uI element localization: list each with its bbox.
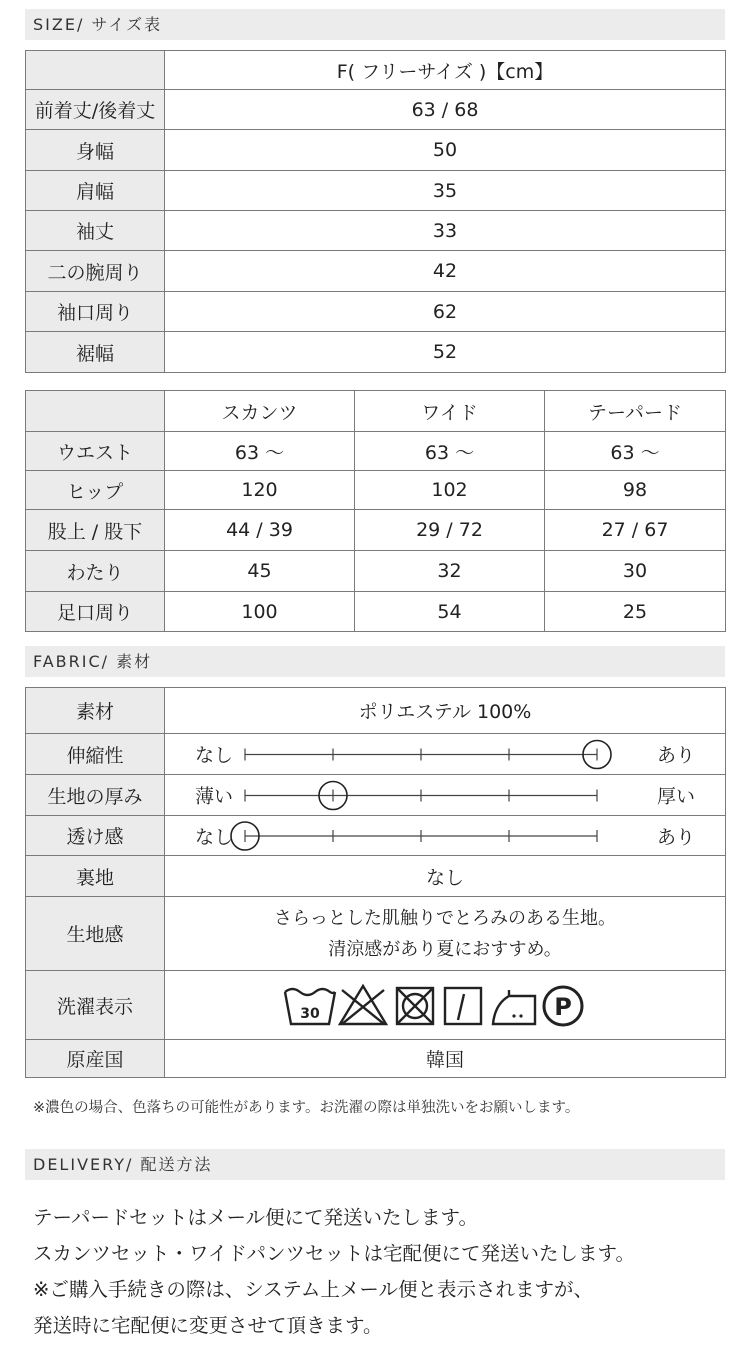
size-row-value: 62 — [165, 292, 726, 332]
sheerness-label: 透け感 — [26, 816, 165, 856]
care-label: 洗濯表示 — [26, 971, 165, 1040]
size-row-value: 52 — [165, 332, 726, 373]
size-row-label: 二の腕周り — [26, 251, 165, 292]
size-row-label: 袖口周り — [26, 292, 165, 332]
line-dry-icon — [445, 988, 481, 1024]
texture-label: 生地感 — [26, 897, 165, 971]
pants-row-label: 足口周り — [26, 592, 165, 632]
scale-left-text: 薄い — [195, 785, 234, 808]
scale-left-text: なし — [195, 826, 234, 848]
scale-right-text: あり — [656, 826, 695, 848]
iron-dot-icon — [512, 1014, 515, 1017]
thickness-scale — [165, 775, 726, 816]
dry-clean-letter: P — [554, 993, 572, 1021]
delivery-line: テーパードセットはメール便にて発送いたします。 — [33, 1206, 478, 1229]
size-row-value: 42 — [165, 251, 726, 292]
pants-cell: 63 〜 — [165, 432, 355, 471]
color-fade-note: ※濃色の場合、色落ちの可能性があります。お洗濯の際は単独洗いをお願いします。 — [33, 1100, 580, 1116]
pants-size-table — [25, 390, 726, 632]
scale-left-text: なし — [195, 744, 234, 767]
pants-table-corner — [26, 391, 165, 432]
size-row-label: 身幅 — [26, 130, 165, 171]
delivery-line: 発送時に宅配便に変更させて頂きます。 — [33, 1314, 383, 1337]
pants-cell: 27 / 67 — [545, 510, 726, 551]
scale-graphic — [165, 734, 726, 775]
delivery-section-header: DELIVERY/ 配送方法 — [25, 1149, 725, 1180]
size-table — [25, 50, 726, 373]
pants-cell: 98 — [545, 471, 726, 510]
pants-cell: 100 — [165, 592, 355, 632]
no-tumble-dry-icon — [397, 988, 433, 1024]
fabric-table — [25, 687, 726, 1078]
pants-cell: 29 / 72 — [355, 510, 545, 551]
pants-cell: 30 — [545, 551, 726, 592]
size-row-value: 33 — [165, 211, 726, 251]
pants-cell: 25 — [545, 592, 726, 632]
scale-graphic — [165, 816, 726, 856]
pants-cell: 63 〜 — [355, 432, 545, 471]
material-label: 素材 — [26, 688, 165, 734]
pants-row-label: ヒップ — [26, 471, 165, 510]
pants-column-header: テーパード — [545, 391, 726, 432]
size-row-label: 前着丈/後着丈 — [26, 90, 165, 130]
size-row-label: 裾幅 — [26, 332, 165, 373]
size-row-label: 袖丈 — [26, 211, 165, 251]
care-symbols — [165, 971, 726, 1040]
size-row-label: 肩幅 — [26, 171, 165, 211]
pants-cell: 102 — [355, 471, 545, 510]
pants-cell: 63 〜 — [545, 432, 726, 471]
delivery-line: ※ご購入手続きの際は、システム上メール便と表示されますが、 — [33, 1278, 593, 1301]
material-value: ポリエステル 100% — [165, 688, 726, 734]
delivery-text — [33, 1200, 635, 1344]
pants-cell: 120 — [165, 471, 355, 510]
texture-value — [165, 897, 726, 971]
no-bleach-icon — [340, 986, 386, 1024]
wash-temp-text: 30 — [300, 1006, 320, 1022]
origin-label: 原産国 — [26, 1040, 165, 1078]
pants-cell: 54 — [355, 592, 545, 632]
texture-line: さらっとした肌触りでとろみのある生地。 — [274, 907, 616, 929]
size-row-value: 35 — [165, 171, 726, 211]
iron-dot-icon — [519, 1014, 522, 1017]
stretch-label: 伸縮性 — [26, 734, 165, 775]
stretch-scale — [165, 734, 726, 775]
texture-line: 清涼感があり夏におすすめ。 — [328, 938, 562, 960]
pants-row-label: 股上 / 股下 — [26, 510, 165, 551]
size-table-column-header: F( フリーサイズ )【cm】 — [165, 51, 726, 90]
sheerness-scale — [165, 816, 726, 856]
lining-value: なし — [165, 856, 726, 897]
scale-graphic — [165, 775, 726, 816]
pants-row-label: わたり — [26, 551, 165, 592]
pants-cell: 45 — [165, 551, 355, 592]
origin-value: 韓国 — [165, 1040, 726, 1078]
size-section-header: SIZE/ サイズ表 — [25, 9, 725, 40]
care-symbols-graphic — [280, 980, 610, 1030]
pants-row-label: ウエスト — [26, 432, 165, 471]
pants-cell: 32 — [355, 551, 545, 592]
scale-right-text: あり — [656, 744, 695, 767]
size-row-value: 63 / 68 — [165, 90, 726, 130]
fabric-section-header: FABRIC/ 素材 — [25, 646, 725, 677]
delivery-line: スカンツセット・ワイドパンツセットは宅配便にて発送いたします。 — [33, 1242, 635, 1265]
scale-right-text: 厚い — [656, 785, 695, 808]
iron-low-icon — [493, 990, 535, 1024]
lining-label: 裏地 — [26, 856, 165, 897]
pants-column-header: スカンツ — [165, 391, 355, 432]
size-row-value: 50 — [165, 130, 726, 171]
size-table-corner — [26, 51, 165, 90]
pants-column-header: ワイド — [355, 391, 545, 432]
thickness-label: 生地の厚み — [26, 775, 165, 816]
pants-cell: 44 / 39 — [165, 510, 355, 551]
